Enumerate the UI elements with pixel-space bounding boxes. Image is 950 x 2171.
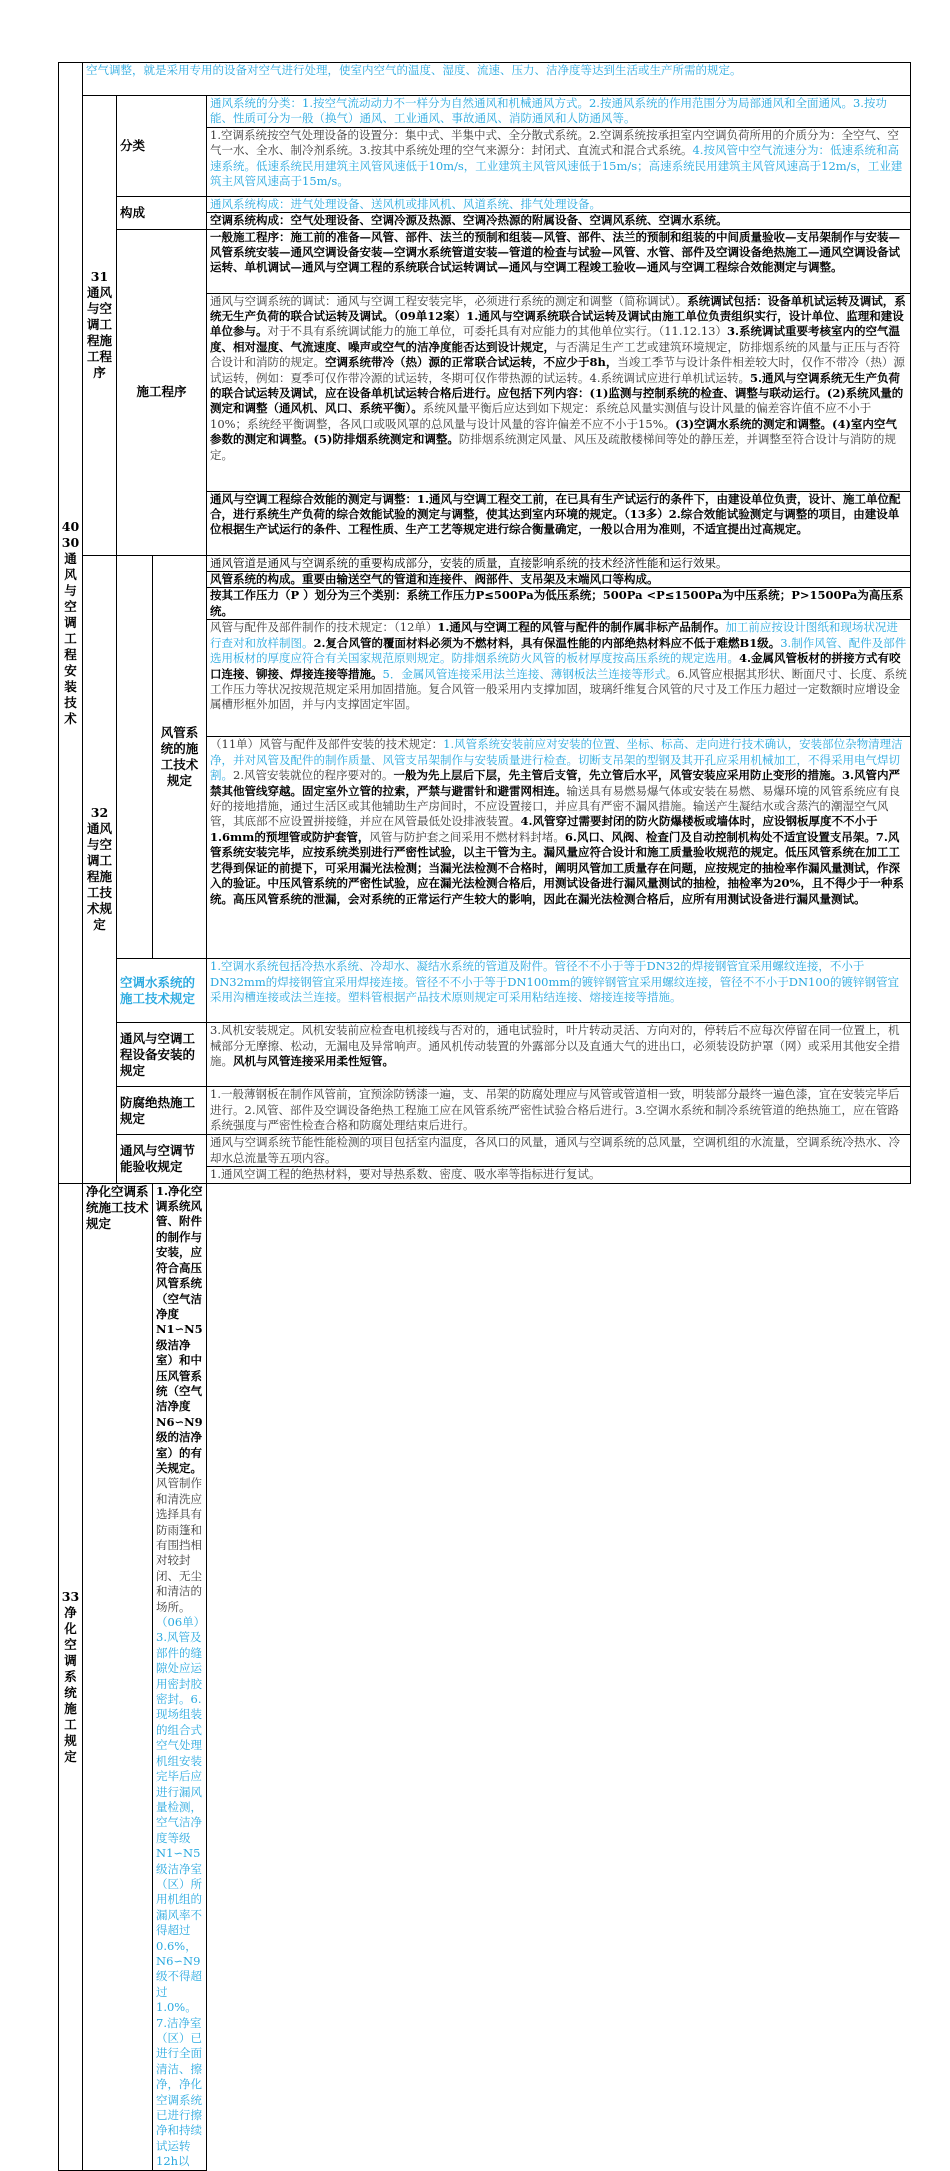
section-31-label: 31 通风与空调工程施工程序 [83, 96, 117, 556]
compose-vent-text: 通风系统构成：进气处理设备、送风机或排风机、风道系统、排气处理设备。 [207, 196, 911, 212]
section-33-label: 33 净化空调系统施工规定 [59, 1183, 83, 2170]
compose-ac-text: 空调系统构成：空气处理设备、空调冷源及热源、空调冷热源的附属设备、空调风系统、空调水系统。 [207, 213, 911, 229]
anticorrosion-text: 1.一般薄钢板在制作风管前，宜预涂防锈漆一遍，支、吊架的防腐处理应与风管或管道相一致，明装部分最终一遍色漆，宜在安装完毕后进行。2.风管、部件及空调设备绝热工程施工应在风管系统严密性试验合格后进行。3.空调水系统和制冷系统管道的绝热施工，应在管路系统强度与严密性检查合格和防腐处理结束后进行。 [207, 1087, 911, 1135]
classify-label: 分类 [117, 96, 207, 197]
equipment-text: 3.风机安装规定。风机安装前应检查电机接线与否对的，通电试验时，叶片转动灵活、方向对的，停转后不应每次停留在同一位置上，机械部分无摩擦、松动，无漏电及异常响声。通风机传动装置的外露部分以及直通大气的进出口，必须装设防护罩（网）或采用其他安全措施。风机与风管连接采用柔性短管。 [207, 1023, 911, 1087]
efficiency-text: 通风与空调工程综合效能的测定与调整：1.通风与空调工程交工前，在已具有生产试运行的条件下，由建设单位负责，设计、施工单位配合，进行系统生产负荷的综合效能试验的测定与调整，使其达到室内环境的规定。（13多）2.综合效能试验测定与调整的项目，由建设单位根据生产试运行的条件、工程性质、生产工艺等规定进行综合衡量确定，一般以合用为准则，不适宜提出过高规定。 [207, 491, 911, 555]
water-system-label: 空调水系统的施工技术规定 [117, 959, 207, 1023]
water-system-text: 1.空调水系统包括冷热水系统、冷却水、凝结水系统的管道及附件。管径不不小于等于DN32的焊接钢管宜采用螺纹连接，不小于DN32mm的焊接钢管宜采用焊接连接。管径不不小于等于DN100mm的镀锌钢管宜采用螺纹连接，管径不不小于DN100的镀锌钢管宜采用沟槽连接或法兰连接。塑料管根据产品技术原则规定可采用粘结连接、熔接连接等措施。 [207, 959, 911, 1023]
acceptance-text: 通风与空调系统节能性能检测的项目包括室内温度，各风口的风量，通风与空调系统的总风量，空调机组的水流量，空调系统冷热水、冷却水总流量等五项内容。 1.通风空调工程的绝热材料，要对导热系数、密度、吸水率等指标进行复试。 [207, 1135, 911, 1183]
classify-vent-text: 通风系统的分类：1.按空气流动动力不一样分为自然通风和机械通风方式。2.按通风系统的作用范围分为局部通风和全面通风。3.按功能、性质可分为一般（换气）通风、工业通风、事故通风、消防通风和人防通风等。 [207, 96, 911, 128]
clean-ac-label: 净化空调系统施工技术规定 [83, 1183, 153, 2170]
duct-pressure-text: 按其工作压力（P ）划分为三个类别：系统工作压力P≤500Pa为低压系统；500Pa <P≤1500Pa为中压系统；P>1500Pa为高压系统。 [207, 588, 911, 620]
debug-text: 通风与空调系统的调试：通风与空调工程安装完毕，必须进行系统的测定和调整（简称调试）。系统调试包括：设备单机试运转及调试，系统无生产负荷的联合试运转及调试。（09单12案）1.通风与空调系统联合试运转及调试由施工单位负责组织实行，设计单位、监理和建设单位参与。对于不具有系统调试能力的施工单位，可委托具有对应能力的其他单位实行。（11.12.13）3.系统调试重要考核室内的空气温度、相对湿度、气流速度、噪声或空气的洁净度能否达到设计规定，与否满足生产工艺或建筑环境规定，防排烟系统的风量与正压与否符合设计和消防的规定。空调系统带冷（热）源的正常联合试运转，不应少于8h，当竣工季节与设计条件相差较大时，仅作不带冷（热）源试运转，例如：夏季可仅作带冷源的试运转，冬期可仅作带热源的试运转。4.系统调试应进行单机试运转。5.通风与空调系统无生产负荷的联合试运转及调试，应在设备单机试运转合格后进行。应包括下列内容：(1)监测与控制系统的检查、调整与联动运行。(2)系统风量的测定和调整（通风机、风口、系统平衡）。系统风量平衡后应达到如下规定：系统总风量实测值与设计风量的偏差容许值不应不小于10%；系统经平衡调整，各风口或吸风罩的总风量与设计风量的容许偏差不应不小于15%。(3)空调水系统的测定和调整。(4)室内空气参数的测定和调整。(5)防排烟系统测定和调整。防排烟系统测定风量、风压及疏散楼梯间等处的静压差，并调整至符合设计与消防的规定。 [207, 293, 911, 491]
duct-spec-label: 风管系统的施工技术规定 [153, 555, 207, 959]
equipment-label: 通风与空调工程设备安装的规定 [117, 1023, 207, 1087]
chapter-label: 40 30 通风与空调工程安装技术 [59, 63, 83, 1184]
clean-ac-text: 1.净化空调系统风管、附件的制作与安装，应符合高压风管系统（空气洁净度N1∽N5级洁净室）和中压风管系统（空气洁净度N6∽N9级的洁净室）的有关规定。风管制作和清洗应选择具有防雨篷和有围挡相对较封闭、无尘和清洁的场所。（06单）3.风管及部件的缝隙处应运用密封胶密封。6.现场组装的组合式空气处理机组安装完毕后应进行漏风量检测，空气洁净度等级N1∽N5级洁净室（区）所用机组的漏风率不得超过0.6%，N6∽N9级不得超过1.0%。7.洁净室（区）已进行全面清洁、擦净，净化空调系统已进行擦净和持续试运转12h以 [153, 1183, 207, 2170]
duct-installation-text: （11单）风管与配件及部件安装的技术规定：1.风管系统安装前应对安装的位置、坐标、标高、走向进行技术确认，安装部位杂物清理洁净，并对风管及配件的制作质量、风管支吊架制作与安装质量进行检查。切断支吊架的型钢及其开孔应采用机械加工，不得采用电气焊切割。2.风管安装就位的程序要对的。一般为先上层后下层，先主管后支管，先立管后水平，风管安装应采用防止变形的措施。3.风管内严禁其他管线穿越。固定室外立管的拉索，严禁与避雷针和避雷网相连。输送具有易燃易爆气体或安装在易燃、易爆环境的风管系统应有良好的接地措施，通过生活区或其他辅助生产房间时，不应设置接口，并应具有严密不漏风措施。输送产生凝结水或含蒸汽的潮湿空气风管，其底部不应设置拼接缝，并应在风管最低处设排液装置。4.风管穿过需要封闭的防火防爆楼板或墙体时，应设钢板厚度不不小于1.6mm的预埋管或防护套管，风管与防护套之间采用不燃材料封堵。6.风口、风阀、检查门及自动控制机构处不适宜设置支吊架。7.风管系统安装完毕，应按系统类别进行严密性试验，以主干管为主。漏风量应符合设计和施工质量验收规范的规定。低压风管系统在加工工艺得到保证的前提下，可采用漏光法检测；当漏光法检测不合格时，阐明风管加工质量存在问题，应按规定的抽检率作漏风量测试，作深入的验证。中压风管系统的严密性试验，应在漏光法检测合格后，用测试设备进行漏风量测试的抽检，抽检率为20%，且不得少于一种系统。高压风管系统的泄漏，会对系统的正常运行产生较大的影响，因此在漏光法检测合格后，应所有用测试设备进行漏风量测试。 [207, 737, 911, 959]
section-32-label: 32 通风与空调工程施工技术规定 [83, 555, 117, 1183]
duct-fabrication-text: 风管与配件及部件制作的技术规定：（12单）1.通风与空调工程的风管与配件的制作属非标产品制作。加工前应按设计图纸和现场状况进行查对和放样制图。2.复合风管的覆面材料必须为不燃材料，具有保温性能的内部绝热材料应不低于难燃B1级。3.制作风管、配件及部件选用板材的厚度应符合有关国家规范原则规定。防排烟系统防火风管的板材厚度按高压系统的规定选用。4.金属风管板材的拼接方式有咬口连接、铆接、焊接连接等措施。5．金属风管连接采用法兰连接、薄钢板法兰连接等形式。6.风管应根据其形状、断面尺寸、长度、系统工作压力等状况按规范规定采用加固措施。复合风管一般采用内支撑加固，玻璃纤维复合风管的尺寸及工作压力超过一定数额时应增设金属槽形框外加固，并与内支撑固定牢固。 [207, 620, 911, 737]
compose-label: 构成 [117, 196, 207, 229]
classify-ac-text: 1.空调系统按空气处理设备的设置分：集中式、半集中式、全分散式系统。2.空调系统按承担室内空调负荷所用的介质分为：全空气、空气一水、全水、制冷剂系统。3.按其中系统处理的空气来源分：封闭式、直流式和混合式系统。4.按风管中空气流速分为：低速系统和高速系统。低速系统民用建筑主风管风速低于10m/s，工业建筑主风管风速低于15m/s；高速系统民用建筑主风管风速高于12m/s，工业建筑主风管风速高于15m/s。 [207, 127, 911, 196]
duct-intro-text: 通风管道是通风与空调系统的重要构成部分，安装的质量，直接影响系统的技术经济性能和运行效果。 [207, 555, 911, 571]
general-procedure-text: 一般施工程序：施工前的准备—风管、部件、法兰的预制和组装—风管、部件、法兰的预制和组装的中间质量验收—支吊架制作与安装—风管系统安装—通风空调设备安装—空调水系统管道安装—管道的检查与试验—风管、水管、部件及空调设备绝热施工—通风空调设备试运转、单机调试—通风与空调工程的系统联合试运转调试—通风与空调工程竣工验收—通风与空调工程综合效能测定与调整。 [207, 229, 911, 293]
procedure-label: 施工程序 [117, 229, 207, 555]
content-table [58, 62, 911, 2171]
duct-compose-text: 风管系统的构成。重要由输送空气的管道和连接件、阀部件、支吊架及末端风口等构成。 [207, 572, 911, 588]
acceptance-label: 通风与空调节能验收规定 [117, 1135, 207, 1183]
anticorrosion-label: 防腐绝热施工规定 [117, 1087, 207, 1135]
intro-text: 空气调整，就是采用专用的设备对空气进行处理，使室内空气的温度、湿度、流速、压力、洁净度等达到生活或生产所需的规定。 [83, 63, 911, 96]
